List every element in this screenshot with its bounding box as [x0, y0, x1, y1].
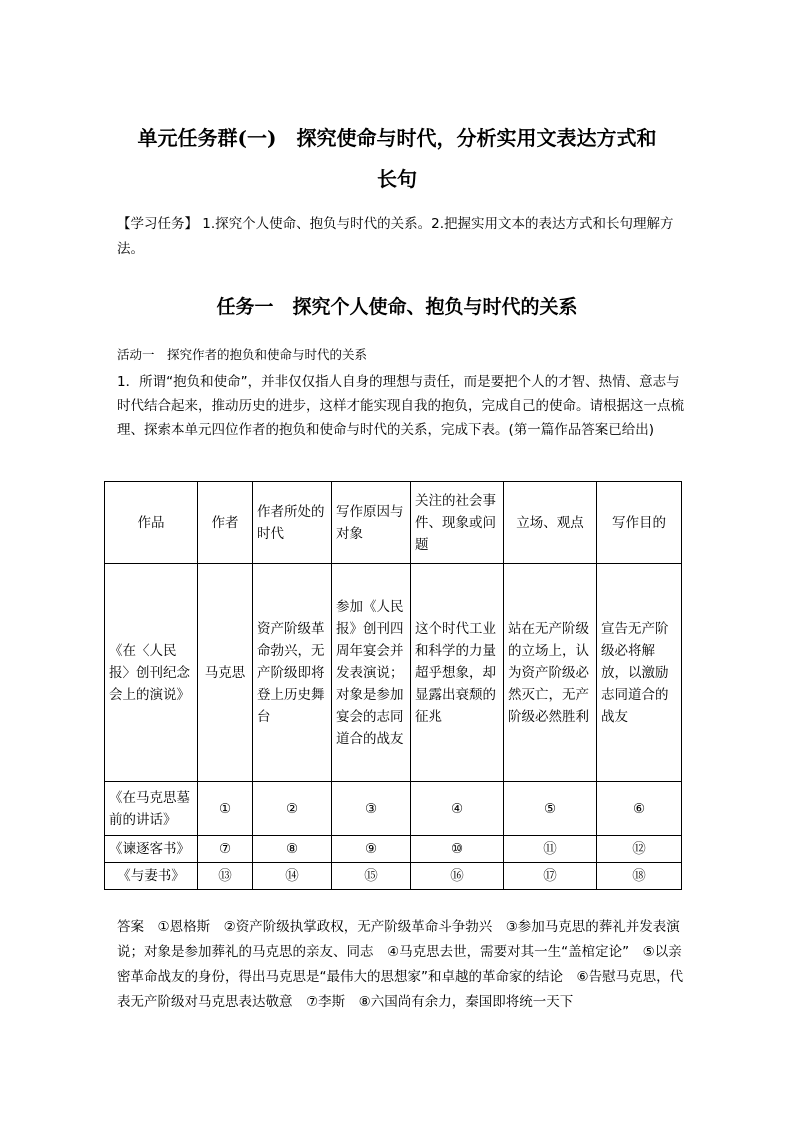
activity-heading: 活动一 探究作者的抱负和使命与时代的关系 [117, 347, 368, 362]
table-header-cell: 立场、观点 [504, 482, 597, 564]
table-cell: 《在〈人民报〉创刊纪念会上的演说》 [105, 564, 198, 782]
table-cell: 资产阶级革命勃兴，无产阶级即将登上历史舞台 [253, 564, 332, 782]
table-cell: ⑧ [253, 836, 332, 863]
answer-text: ①恩格斯 ②资产阶级执掌政权，无产阶级革命斗争勃兴 ③参加马克思的葬礼并发表演说；对象是参加葬礼的马克思的亲友、同志 ④马克思去世，需要对其一生“盖棺定论” ⑤以亲密革命战友的身份，得出马克思是“最伟大的思想家”和卓越的革命家的结论 ⑥告慰马克思，代表无产阶级对马克思表达敬意 ⑦李斯 ⑧六国尚有余力，秦国即将统一天下 [117, 919, 684, 1010]
table-header-cell: 写作原因与对象 [332, 482, 411, 564]
table-header-row [105, 482, 682, 564]
table-header-cell: 作者所处的时代 [253, 482, 332, 564]
table-cell: ③ [332, 782, 411, 836]
table-cell: ⑰ [504, 863, 597, 890]
table-cell: ⑯ [411, 863, 504, 890]
table-cell: 《与妻书》 [105, 863, 198, 890]
table-cell: ⑪ [504, 836, 597, 863]
table-cell: ⑦ [198, 836, 253, 863]
table-row [105, 782, 682, 836]
analysis-table [104, 481, 682, 890]
task-heading: 任务一 探究个人使命、抱负与时代的关系 [216, 296, 578, 318]
table-cell: ⑥ [597, 782, 682, 836]
table-cell: ⑤ [504, 782, 597, 836]
table-cell: ⑨ [332, 836, 411, 863]
table-cell: ⑭ [253, 863, 332, 890]
table-cell: 参加《人民报》创刊四周年宴会并发表演说；对象是参加宴会的志同道合的战友 [332, 564, 411, 782]
table-header-cell: 作者 [198, 482, 253, 564]
table-row [105, 863, 682, 890]
learning-tasks: 【学习任务】 1.探究个人使命、抱负与时代的关系。2.把握实用文本的表达方式和长句理解方法。 [117, 216, 674, 257]
table-cell: ⑱ [597, 863, 682, 890]
answer-block [117, 915, 685, 1015]
table-cell: ① [198, 782, 253, 836]
answer-label: 答案 [117, 919, 144, 935]
table-header-cell: 关注的社会事件、现象或问题 [411, 482, 504, 564]
page-title-line-2: 长句 [377, 167, 417, 191]
table-cell: 这个时代工业和科学的力量超乎想象，却显露出衰颓的征兆 [411, 564, 504, 782]
table-header-cell: 写作目的 [597, 482, 682, 564]
table-row [105, 836, 682, 863]
table-cell: 《谏逐客书》 [105, 836, 198, 863]
table-cell: ④ [411, 782, 504, 836]
table-header-cell: 作品 [105, 482, 198, 564]
table-cell: ⑮ [332, 863, 411, 890]
table-cell: 站在无产阶级的立场上，认为资产阶级必然灭亡，无产阶级必然胜利 [504, 564, 597, 782]
table-cell: ⑬ [198, 863, 253, 890]
table-row [105, 564, 682, 782]
table-cell: 宣告无产阶级必将解放，以激励志同道合的战友 [597, 564, 682, 782]
table-cell: ⑩ [411, 836, 504, 863]
table-cell: ⑫ [597, 836, 682, 863]
question-text: 1．所谓“抱负和使命”，并非仅仅指人自身的理想与责任，而是要把个人的才智、热情、意志与时代结合起来，推动历史的进步，这样才能实现自我的抱负，完成自己的使命。请根据这一点梳理、探索本单元四位作者的抱负和使命与时代的关系，完成下表。(第一篇作品答案已给出) [117, 374, 684, 438]
table-cell: 马克思 [198, 564, 253, 782]
table-cell: 《在马克思墓前的讲话》 [105, 782, 198, 836]
table-cell: ② [253, 782, 332, 836]
page-title-line-1: 单元任务群(一) 探究使命与时代，分析实用文表达方式和 [137, 126, 657, 150]
